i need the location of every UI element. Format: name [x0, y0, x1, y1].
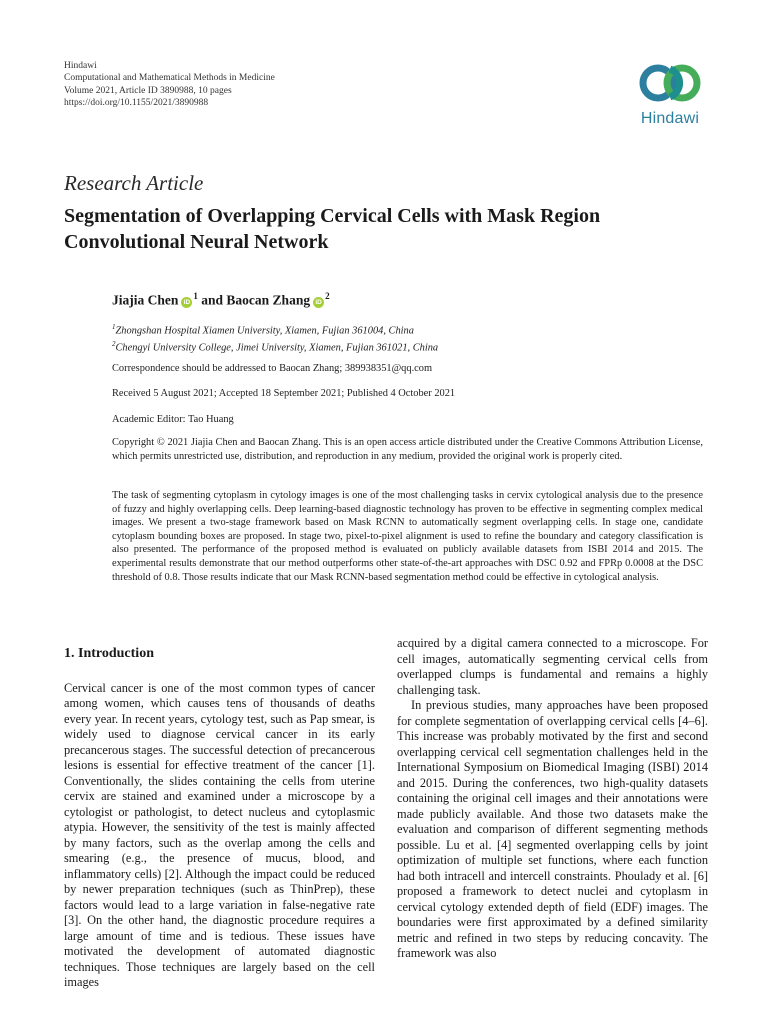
body-paragraph: Cervical cancer is one of the most common types of cancer among women, which causes tens of thousands of deaths every year. In recent years, cytology test, such as Pap smear, is widely used to diagnose cervical cancer in its early precancerous stages. The successful detection of precancerous lesions is essential for effective treatment of the cancer [1]. Conventionally, the slides containing the cells from uterine cervix are stained and examined under a microscope by a cytologist or pathologist, to detect nucleus and cytoplasmic atypia. However, the sensitivity of the test is mainly affected by many factors, such as the overlap among the cells and smearing (e.g., the presence of mucus, blood, and inflammatory cells) [2]. Although the impact could be reduced by newer preparation techniques (such as ThinPrep), these factors would lead to a large variation in false-negative rate [3]. On the other hand, the diagnostic procedure requires a large amount of time and is tedious. These issues have motivated the development of automated diagnostic techniques. Those techniques are largely based on the cell images	[64, 680, 375, 989]
left-column	[64, 636, 375, 991]
author-list	[112, 291, 330, 309]
body-paragraph: In previous studies, many approaches have been proposed for complete segmentation of overlapping cervical cells [4–6]. This increase was probably motivated by the first and second overlapping cervical cell segmentation challenges held in the International Symposium on Biomedical Imaging (ISBI) 2014 and 2015. During the conferences, two high-quality datasets containing the original cell images and their annotations were made publicly available. And those two datasets make the evaluation and comparison of different segmenting methods possible. Lu et al. [4] segmented overlapping cells by joint optimization of multiple set functions, where each function had both intracell and intercell constraints. Phoulady et al. [6] proposed a framework to detect nuclei and cytoplasm in cervical cytology extended depth of field (EDF) images. The boundaries were first approximated by a defined similarity metric and refined in two steps by reducing concavity. The framework was also	[397, 698, 708, 960]
correspondence: Correspondence should be addressed to Baocan Zhang; 389938351@qq.com	[112, 363, 433, 374]
affiliations	[112, 321, 438, 355]
section-heading: 1. Introduction	[64, 646, 154, 661]
affiliation-line	[112, 321, 438, 338]
abstract: The task of segmenting cytoplasm in cytology images is one of the most challenging tasks in cervix cytological analysis due to the presence of fuzzy and highly overlapping cells. Deep learning-based diagnostic technology has proven to be effective in segmenting complex medical images. We present a two-stage framework based on Mask RCNN to automatically segment overlapping cells. In stage one, candidate cytoplasm bounding boxes are proposed. In stage two, pixel-to-pixel alignment is used to refine the boundary and category classification is also presented. The performance of the proposed method is evaluated on publicly available datasets from ISBI 2014 and 2015. The experimental results demonstrate that our method outperforms other state-of-the-art approaches with DSC 0.92 and FPRp 0.0008 at the DSC threshold of 0.8. Those results indicate that our Mask RCNN-based segmentation method could be effective in cytological analysis.	[112, 490, 703, 583]
hindawi-rings-icon	[630, 58, 710, 110]
orcid-icon[interactable]: iD	[181, 297, 192, 308]
body-paragraph: acquired by a digital camera connected to a microscope. For cell images, automatically segmenting cervical cells from overlapped clumps is fundamental and remains a highly challenging task.	[397, 636, 708, 697]
doi-link[interactable]: https://doi.org/10.1155/2021/3890988	[64, 97, 209, 108]
affiliation-text: Chengyi University College, Jimei University, Xiamen, Fujian 361021, China	[115, 342, 439, 354]
affiliation-mark: 2	[112, 340, 116, 349]
orcid-icon[interactable]: iD	[313, 297, 324, 308]
publication-metadata	[64, 60, 275, 109]
right-column	[397, 636, 708, 962]
article-title: Segmentation of Overlapping Cervical Cells with Mask Region Convolutional Neural Network	[64, 205, 601, 253]
academic-editor: Academic Editor: Tao Huang	[112, 414, 234, 425]
affiliation-mark: 1	[193, 291, 198, 301]
publication-dates: Received 5 August 2021; Accepted 18 September 2021; Published 4 October 2021	[112, 388, 456, 399]
affiliation-mark: 1	[112, 323, 116, 331]
affiliation-text: Zhongshan Hospital Xiamen University, Xiamen, Fujian 361004, China	[115, 325, 414, 337]
author-name: Baocan Zhang	[226, 292, 311, 308]
volume-info: Volume 2021, Article ID 3890988, 10 pages	[64, 85, 232, 96]
article-type: Research Article	[64, 171, 204, 195]
author-joiner: and	[201, 292, 224, 308]
publisher-name: Hindawi	[64, 61, 97, 71]
logo-wordmark: Hindawi	[640, 110, 700, 127]
hindawi-logo	[630, 58, 710, 136]
affiliation-line	[112, 338, 438, 355]
journal-name: Computational and Mathematical Methods in Medicine	[64, 73, 275, 84]
copyright-notice: Copyright © 2021 Jiajia Chen and Baocan Zhang. This is an open access article distributed under the Creative Commons Attribution License, which permits unrestricted use, distribution, and reproduction in any medium, provided the original work is properly cited.	[112, 437, 703, 462]
affiliation-mark: 2	[325, 291, 330, 301]
author-name: Jiajia Chen	[112, 292, 179, 308]
